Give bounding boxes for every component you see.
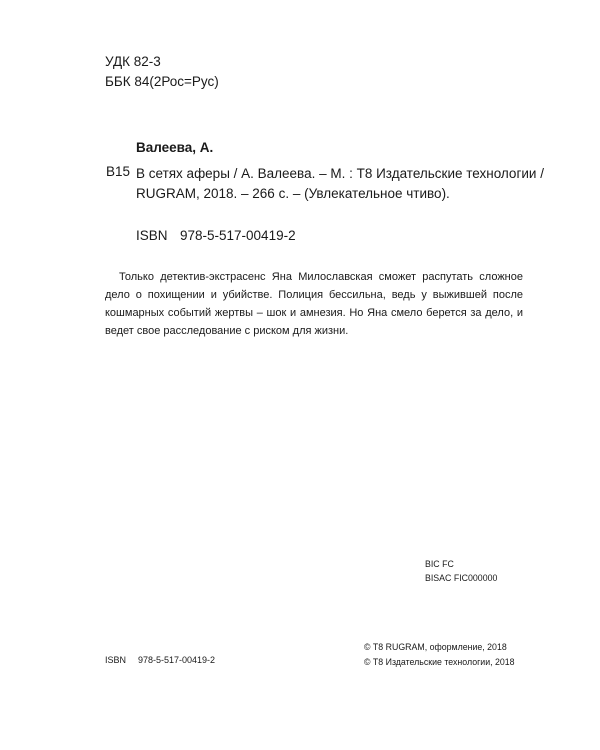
isbn-main-label: ISBN (136, 228, 168, 243)
bib-line-1: В сетях аферы / А. Валеева. – М. : Т8 Издательские технологии / (136, 166, 544, 181)
bic-code: BIC FC (425, 559, 454, 569)
bib-line-2: RUGRAM, 2018. – 266 с. – (Увлекательное чтиво). (136, 186, 450, 201)
catalog-codes (105, 52, 219, 92)
copyright-line-2: © Т8 Издательские технологии, 2018 (364, 657, 515, 667)
copyright-block (364, 640, 515, 670)
copyright-line-1: © Т8 RUGRAM, оформление, 2018 (364, 642, 507, 652)
author-name: Валеева, А. (136, 140, 214, 155)
isbn-main-value: 978-5-517-00419-2 (180, 228, 296, 243)
isbn-main (136, 228, 296, 243)
bibliographic-description (136, 164, 544, 204)
isbn-footer-value: 978-5-517-00419-2 (138, 655, 216, 665)
classification-codes (425, 557, 497, 585)
udk-code: УДК 82-3 (105, 54, 161, 69)
author-code: В15 (106, 164, 131, 179)
isbn-footer (105, 655, 215, 665)
bisac-code: BISAC FIC000000 (425, 573, 498, 583)
bbk-code: ББК 84(2Рос=Рус) (105, 74, 219, 89)
annotation-text: Только детектив-экстрасенс Яна Милославская сможет распутать сложное дело о похищении и убийстве. Полиция бессильна, ведь у выжившей после кошмарных событий жертвы – шок и амнезия. Но Яна смело берется за дело, и ведет свое расследование с риском для жизни. (105, 271, 523, 337)
isbn-footer-label: ISBN (105, 655, 127, 665)
